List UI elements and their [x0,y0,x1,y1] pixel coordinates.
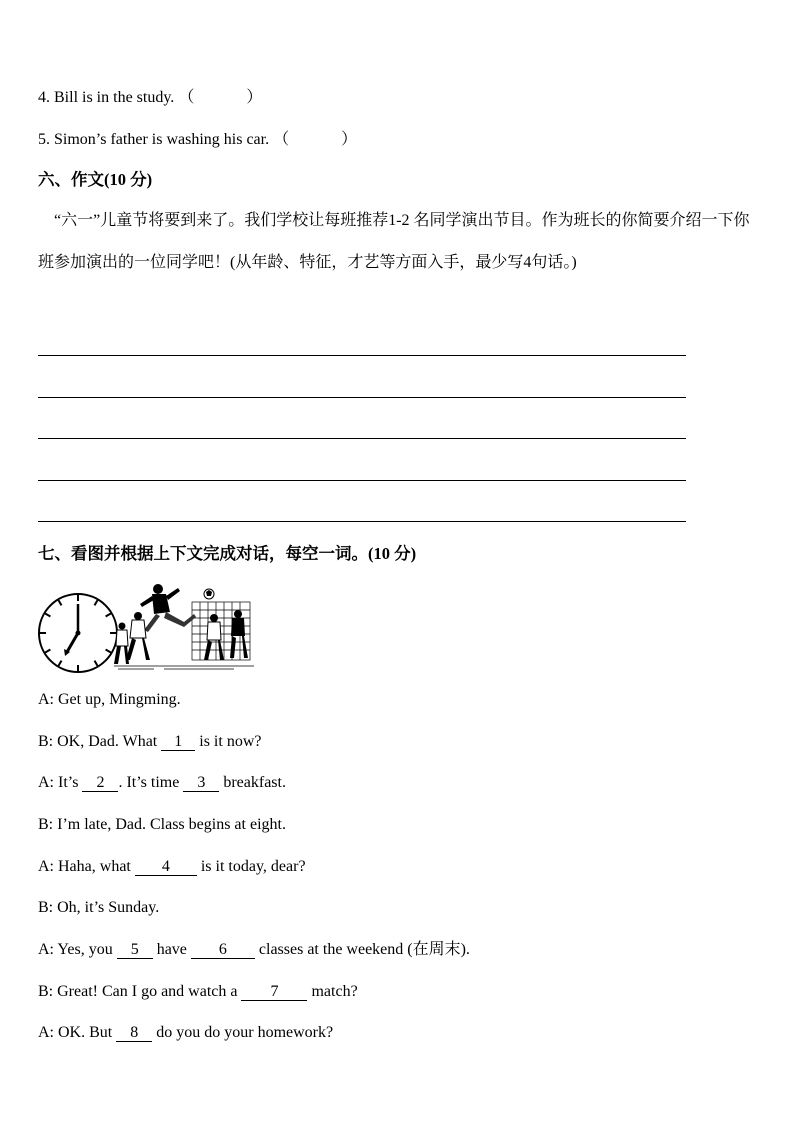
dialogue-text: B: OK, Dad. What [38,733,158,750]
dialogue-line-7 [38,940,470,960]
dialogue-line-9 [38,1023,333,1043]
dialogue-text: is it today, dear? [200,858,306,875]
dialogue-text: B: Great! Can I go and watch a [38,983,238,1000]
dialogue-text: match? [311,983,358,1000]
question-4 [38,88,262,108]
dialogue-line-4 [38,815,286,835]
answer-blank-8[interactable]: 8 [116,1025,152,1042]
writing-line[interactable] [38,521,686,522]
writing-line[interactable] [38,397,686,398]
answer-blank-5[interactable]: 5 [117,942,153,959]
answer-paren-open: （ [178,89,195,106]
writing-line[interactable] [38,480,686,481]
soccer-players-icon [114,582,254,672]
question-5-text: 5. Simon’s father is washing his car. [38,131,270,148]
dialogue-text: A: Get up, Mingming. [38,691,181,708]
answer-blank-4[interactable]: 4 [135,859,197,876]
writing-line[interactable] [38,355,686,356]
answer-paren-open: （ [273,131,290,148]
answer-blank-7[interactable]: 7 [241,984,307,1001]
answer-paren-close: ） [341,131,358,148]
answer-blank-3[interactable]: 3 [183,775,219,792]
answer-paren-close: ） [246,89,263,106]
dialogue-text: B: Oh, it’s Sunday. [38,899,160,916]
dialogue-text: breakfast. [223,774,286,791]
clock-icon [37,592,119,674]
dialogue-line-2 [38,732,261,752]
answer-blank-1[interactable]: 1 [161,734,195,751]
dialogue-text: A: OK. But [38,1024,113,1041]
dialogue-line-5 [38,857,306,877]
question-4-text: 4. Bill is in the study. [38,89,175,106]
dialogue-text: do you do your homework? [156,1024,334,1041]
dialogue-line-6 [38,898,159,918]
dialogue-text: classes at the weekend (在周末). [258,941,470,958]
dialogue-text: A: Yes, you [38,941,113,958]
dialogue-text: . It’s time [118,774,180,791]
answer-blank-2[interactable]: 2 [82,775,118,792]
dialogue-text: B: I’m late, Dad. Class begins at eight. [38,816,286,833]
section-7-title: 七、看图并根据上下文完成对话，每空一词。(10 分) [38,544,417,563]
section-6-prompt: “六一”儿童节将要到来了。我们学校让每班推荐1-2 名同学演出节目。作为班长的你简要介绍一下你班参加演出的一位同学吧！(从年龄、特征，才艺等方面入手，最少写4句话。) [38,212,750,271]
writing-line[interactable] [38,438,686,439]
dialogue-text: is it now? [199,733,262,750]
answer-blank-6[interactable]: 6 [191,942,255,959]
dialogue-text: A: Haha, what [38,858,131,875]
dialogue-line-8 [38,982,358,1002]
dialogue-text: A: It’s [38,774,79,791]
dialogue-line-1 [38,690,181,710]
question-5 [38,130,357,150]
dialogue-text: have [156,941,187,958]
dialogue-line-3 [38,773,286,793]
section-6-title: 六、作文(10 分) [38,170,153,189]
